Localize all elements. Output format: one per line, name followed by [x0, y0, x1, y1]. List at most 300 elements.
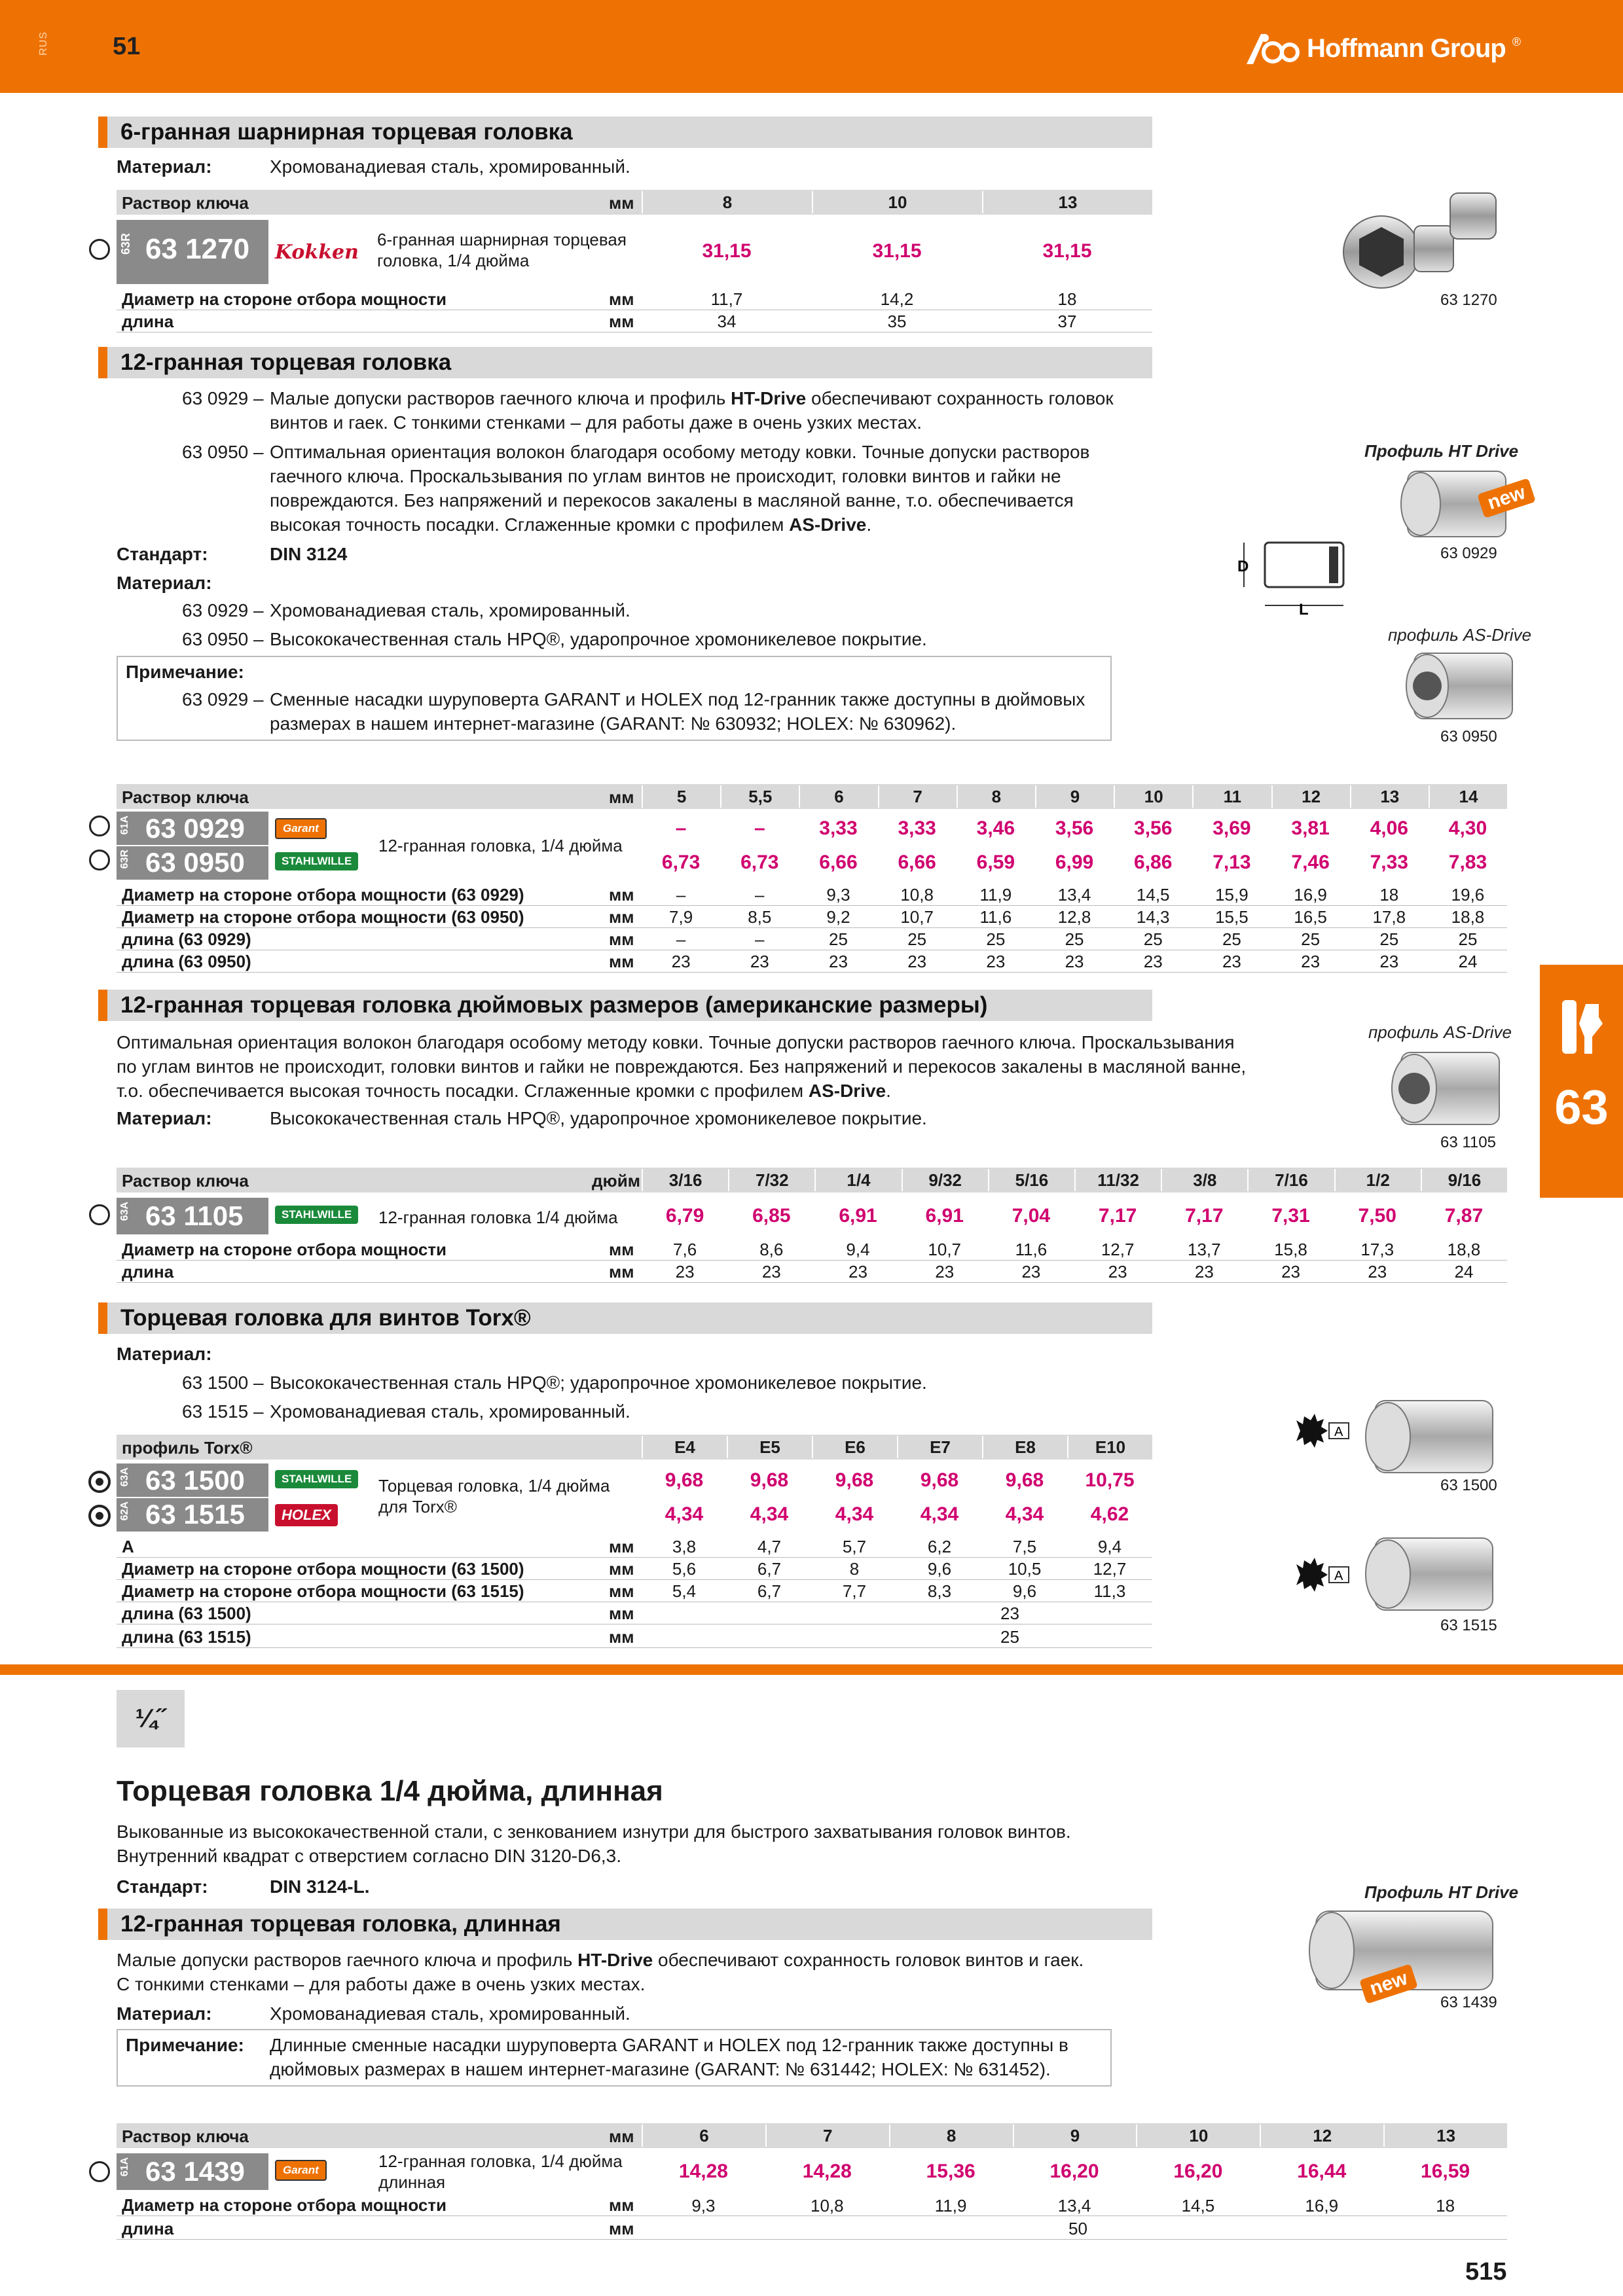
spec-value: –: [676, 929, 686, 949]
price-cell: 7,13: [1213, 852, 1251, 873]
spec-value: 23: [1065, 952, 1084, 971]
article-prefix: 63R: [119, 850, 130, 869]
material-label: Материал:: [117, 156, 212, 177]
price-cell: 31,15: [702, 240, 752, 262]
size-cell: 6: [799, 785, 877, 808]
price-cell: 6,91: [839, 1205, 877, 1227]
spec-value: 12,7: [1093, 1559, 1127, 1579]
price-cell: 9,68: [750, 1469, 789, 1491]
article-number: 63 0950: [145, 847, 245, 878]
price-cell: 6,66: [898, 852, 936, 873]
size-cell: E6: [812, 1436, 897, 1458]
price-row: [642, 848, 1507, 877]
spec-value: 15,5: [1215, 907, 1249, 927]
size-label: профиль Torx®: [122, 1438, 253, 1458]
spec-value: 23: [986, 952, 1006, 971]
price-row: [642, 1202, 1507, 1230]
spec-value: 25: [986, 929, 1006, 949]
size-cell: 9/32: [902, 1169, 988, 1191]
spec-row: [117, 1580, 1152, 1602]
spec-unit: мм: [609, 2195, 634, 2215]
spec-value: 14,3: [1136, 907, 1170, 927]
spec-value: 11,9: [979, 885, 1012, 905]
size-cell: E7: [897, 1436, 982, 1458]
spec-unit: мм: [609, 1559, 634, 1579]
spec-value: 18,8: [1447, 1240, 1481, 1259]
price-cell: 6,99: [1055, 852, 1094, 873]
spec-label: Диаметр на стороне отбора мощности: [122, 1240, 447, 1259]
material-text: Высококачественная сталь HPQ®, ударопрочное хромоникелевое покрытие.: [270, 629, 927, 649]
size-cell: 12: [1260, 2125, 1383, 2147]
price-cell: 16,20: [1173, 2161, 1223, 2182]
spec-value: 8: [849, 1559, 860, 1579]
size-cell: 8: [642, 191, 812, 213]
spec-value: 23: [1021, 1262, 1041, 1282]
spec-unit: мм: [609, 929, 634, 949]
price-cell: 7,33: [1370, 852, 1408, 873]
spec-rows: [117, 1535, 1152, 1602]
size-cell: 5,5: [720, 785, 799, 808]
page-heading: Торцевая головка 1/4 дюйма, длинная: [117, 1775, 663, 1807]
price-cell: 14,28: [678, 2161, 728, 2182]
socket-inch-icon: [1381, 1046, 1512, 1131]
article-number: 63 1270: [145, 233, 250, 265]
spec-value: 8,3: [927, 1581, 952, 1601]
size-cell: E10: [1067, 1436, 1152, 1458]
material-code: 63 1515 –: [182, 1401, 264, 1422]
spec-value: 23: [671, 952, 691, 971]
spec-value: 6,7: [757, 1559, 782, 1579]
image-caption: 63 1515: [1440, 1617, 1497, 1634]
spec-value: 17,3: [1360, 1240, 1395, 1259]
new-badge: new: [1477, 478, 1536, 518]
price-cell: 16,44: [1297, 2161, 1347, 2182]
size-cell: 5: [642, 785, 720, 808]
price-cell: 6,79: [665, 1205, 704, 1227]
spec-value: 5,7: [842, 1537, 867, 1556]
spec-rows: [117, 884, 1507, 973]
spec-value: 13,4: [1057, 885, 1091, 905]
size-cell: 13: [982, 191, 1152, 213]
size-header-row: [642, 191, 1152, 213]
material-label: Материал:: [117, 1344, 212, 1364]
universal-socket-icon: [1336, 180, 1506, 291]
brand-reg-mark: ®: [1512, 35, 1521, 48]
brand-logo-kokken: Kokken: [275, 240, 359, 264]
brand-logo-stahlwille: STAHLWILLE: [275, 1206, 358, 1224]
length-row: [117, 1626, 1152, 1648]
standard-value: DIN 3124: [270, 544, 348, 564]
size-header-row: [642, 785, 1507, 808]
dim-l-label: L: [1299, 601, 1309, 619]
brand-logo-stahlwille: STAHLWILLE: [275, 1470, 358, 1488]
price-cell: 4,34: [665, 1503, 704, 1525]
torx-socket-icon: [1283, 1394, 1506, 1479]
price-cell: 9,68: [920, 1469, 959, 1491]
spec-value: 11,6: [1015, 1240, 1048, 1259]
spec-value: 23: [750, 952, 769, 971]
spec-value: 12,8: [1057, 907, 1091, 927]
length-unit: мм: [609, 1604, 634, 1623]
size-cell: 7/32: [728, 1169, 814, 1191]
order-checkbox[interactable]: [89, 850, 110, 870]
spec-value: 14,5: [1136, 885, 1170, 905]
spec-value: 24: [1458, 952, 1478, 971]
chapter-tab-number: 63: [1554, 1080, 1609, 1134]
standard-value: DIN 3124-L.: [270, 1876, 370, 1897]
price-cell: 16,20: [1049, 2161, 1099, 2182]
spec-row: [117, 884, 1507, 906]
spec-value: 25: [1143, 929, 1163, 949]
size-unit: мм: [609, 2126, 634, 2146]
spec-label: Диаметр на стороне отбора мощности: [122, 289, 447, 309]
product-description: 12-гранная головка, 1/4 дюйма длинная: [378, 2151, 623, 2192]
price-cell: 4,34: [1005, 1503, 1044, 1525]
spec-value: 11,7: [710, 289, 743, 309]
article-prefix: 61A: [119, 816, 130, 835]
spec-value: 25: [1301, 929, 1321, 949]
spec-label: длина (63 0950): [122, 952, 251, 971]
spec-label: Диаметр на стороне отбора мощности (63 0950): [122, 907, 524, 927]
price-cell: 6,85: [752, 1205, 791, 1227]
order-checkbox[interactable]: [89, 816, 110, 836]
spec-value: 25: [907, 929, 927, 949]
brand-logo-garant: Garant: [275, 818, 327, 839]
spec-value: 15,8: [1274, 1240, 1307, 1259]
price-cell: 3,33: [819, 817, 858, 839]
spec-value: 9,2: [826, 907, 850, 927]
spec-row: [117, 950, 1507, 973]
spec-value: 7,5: [1012, 1537, 1037, 1556]
material-label: Материал:: [117, 1108, 212, 1128]
article-number: 63 0929: [145, 813, 245, 844]
section-text: Малые допуски растворов гаечного ключа и профиль HT-Drive обеспечивают сохранность головок винтов и гаек. С тонкими стенками – для работы даже в очень узких местах.: [117, 1950, 1084, 1994]
price-cell: 7,31: [1271, 1205, 1310, 1227]
spec-value: 25: [1458, 929, 1478, 949]
size-cell: 8: [957, 785, 1035, 808]
spec-unit: мм: [609, 1240, 634, 1259]
material-label: Материал:: [117, 2003, 212, 2024]
size-cell: 12: [1271, 785, 1350, 808]
image-label: профиль AS-Drive: [1368, 1022, 1512, 1042]
length-value: 25: [1000, 1627, 1019, 1647]
article-box: [117, 1198, 268, 1234]
size-cell: 11: [1192, 785, 1271, 808]
brand-name: Hoffmann Group: [1307, 33, 1506, 63]
image-caption: 63 0950: [1440, 728, 1497, 745]
price-cell: 3,56: [1055, 817, 1094, 839]
size-cell: 1/2: [1334, 1169, 1421, 1191]
size-cell: 8: [889, 2125, 1013, 2147]
section-text: Оптимальная ориентация волокон благодаря особому методу ковки. Точные допуски растворов гаечного ключа. Проскальзывания по углам винтов не происходит, головки винтов и гайки не повреждаются. Без напряжений и перекосов закалены в масляной ванне, т.о. обеспечивается высокая точность посадки. Сглаженные кромки с профилем AS-Drive.: [117, 1032, 1247, 1101]
image-label: Профиль HT Drive: [1364, 441, 1519, 461]
spec-value: 6,2: [927, 1537, 952, 1556]
price-cell: 4,62: [1090, 1503, 1129, 1525]
length-row: [117, 1602, 1152, 1624]
price-cell: 7,87: [1444, 1205, 1484, 1227]
spec-value: 3,8: [672, 1537, 697, 1556]
price-cell: 7,04: [1012, 1205, 1051, 1227]
article-box: [117, 1463, 268, 1532]
article-number: 63 1500: [145, 1465, 245, 1496]
spec-value: 37: [1057, 312, 1077, 331]
size-unit: мм: [609, 193, 634, 213]
price-cell: 6,66: [819, 852, 858, 873]
spec-value: 10,8: [900, 885, 934, 905]
spec-row: [117, 1261, 1507, 1283]
spec-value: 13,4: [1057, 2196, 1091, 2215]
length-label: длина (63 1500): [122, 1604, 251, 1623]
size-cell: 6: [642, 2125, 765, 2147]
price-cell: 9,68: [1005, 1469, 1044, 1491]
size-cell: E4: [642, 1436, 727, 1458]
spec-value: 23: [1368, 1262, 1387, 1282]
size-cell: 7/16: [1247, 1169, 1334, 1191]
dim-d-label: D: [1237, 558, 1249, 575]
spec-value: 11,6: [979, 907, 1012, 927]
length-unit: мм: [609, 1627, 634, 1647]
hoffmann-logo-icon: [1244, 30, 1300, 67]
page-number: 515: [1465, 2258, 1507, 2286]
section-title: 12-гранная торцевая головка: [98, 347, 1152, 378]
material-label: Материал:: [117, 573, 212, 593]
size-cell: 9: [1035, 785, 1114, 808]
spec-value: 10,8: [810, 2196, 844, 2215]
material-code: 63 0950 –: [182, 629, 264, 649]
heading-text: Выкованные из высококачественной стали, с зенкованием изнутри для быстрого захватывания головок винтов. Внутренний квадрат с отверстием согласно DIN 3120-D6,3.: [117, 1821, 1071, 1866]
price-cell: 6,73: [661, 852, 701, 873]
section-title: 6-гранная шарнирная торцевая головка: [98, 117, 1152, 148]
material-text: Хромованадиевая сталь, хромированный.: [270, 600, 630, 620]
spec-value: 9,4: [1097, 1537, 1122, 1556]
spec-row: [117, 288, 1152, 310]
price-row: [642, 1466, 1152, 1495]
size-label: Раствор ключа: [122, 1171, 249, 1191]
size-cell: E8: [982, 1436, 1067, 1458]
spec-rows: [117, 1238, 1507, 1283]
product-description: Торцевая головка, 1/4 дюйма для Torx®: [378, 1476, 610, 1516]
price-cell: 4,06: [1370, 817, 1408, 839]
price-row: [642, 1500, 1152, 1529]
torx-socket-icon: [1283, 1532, 1506, 1617]
size-label: Раствор ключа: [122, 2126, 249, 2146]
article-prefix: 61A: [119, 2157, 130, 2177]
spec-value: 12,7: [1101, 1240, 1135, 1259]
size-cell: 11/32: [1074, 1169, 1161, 1191]
price-cell: 6,73: [740, 852, 779, 873]
spec-value: 4,7: [757, 1537, 782, 1556]
spec-value: 9,3: [826, 885, 850, 905]
spec-value: 11,3: [1093, 1581, 1126, 1601]
length-label: длина: [122, 2219, 174, 2238]
spec-value: 23: [907, 952, 927, 971]
spec-label: Диаметр на стороне отбора мощности (63 1515): [122, 1581, 524, 1601]
para-text: Малые допуски растворов гаечного ключа и профиль HT-Drive обеспечивают сохранность головок винтов и гаек. С тонкими стенками – для работы даже в очень узких местах.: [270, 388, 1114, 433]
price-cell: 7,17: [1185, 1205, 1224, 1227]
price-cell: 4,34: [750, 1503, 789, 1525]
price-cell: 9,68: [835, 1469, 874, 1491]
spec-value: 18: [1379, 885, 1399, 905]
standard-label: Стандарт:: [117, 544, 208, 564]
spec-value: 14,5: [1181, 2196, 1215, 2215]
drive-size-box: ¼˝: [117, 1690, 185, 1748]
spec-values: [642, 2195, 1507, 2216]
image-caption: 63 1105: [1440, 1134, 1496, 1151]
spec-value: 8,6: [759, 1240, 784, 1259]
price-cell: 3,46: [976, 817, 1015, 839]
image-caption: 63 1500: [1440, 1477, 1497, 1494]
size-cell: 14: [1429, 785, 1507, 808]
spec-value: 17,8: [1372, 907, 1406, 927]
size-cell: 7: [878, 785, 957, 808]
price-cell: 15,36: [926, 2161, 976, 2182]
length-label: длина (63 1515): [122, 1627, 251, 1647]
spec-value: –: [755, 929, 765, 949]
spec-value: 25: [829, 929, 848, 949]
dim-a-label: A: [1334, 1569, 1343, 1583]
size-cell: 13: [1350, 785, 1429, 808]
image-caption: 63 1270: [1440, 291, 1497, 309]
image-label: Профиль HT Drive: [1364, 1882, 1519, 1902]
section-title: 12-гранная торцевая головка дюймовых размеров (американские размеры): [98, 990, 1152, 1021]
size-unit: мм: [609, 787, 634, 807]
size-label: Раствор ключа: [122, 193, 249, 213]
article-box: [117, 812, 268, 880]
spec-unit: мм: [609, 1537, 634, 1556]
price-cell: 3,81: [1291, 817, 1330, 839]
socket-as-drive-icon: [1395, 647, 1525, 725]
size-cell: 10: [1136, 2125, 1260, 2147]
material-code: 63 1500 –: [182, 1372, 264, 1393]
spec-value: 19,6: [1451, 885, 1485, 905]
price-cell: 10,75: [1085, 1469, 1135, 1491]
dimension-diagram: [1231, 533, 1368, 619]
size-header-row: [642, 1169, 1507, 1191]
spec-value: 16,5: [1294, 907, 1327, 927]
size-cell: 3/16: [642, 1169, 728, 1191]
spec-row: [117, 1535, 1152, 1558]
torx-checkbox-icon[interactable]: [86, 1469, 113, 1495]
size-cell: 7: [765, 2125, 889, 2147]
spec-value: –: [676, 885, 686, 905]
spec-value: 13,7: [1188, 1240, 1221, 1259]
spec-value: 25: [1222, 929, 1241, 949]
size-unit: дюйм: [592, 1171, 640, 1191]
wrench-icon: [1559, 997, 1605, 1056]
size-cell: 3/8: [1161, 1169, 1247, 1191]
note-code: 63 0929 –: [182, 689, 264, 709]
spec-value: 7,6: [673, 1240, 697, 1259]
section-divider: [0, 1664, 1623, 1675]
article-number: 63 1105: [145, 1200, 244, 1231]
price-cell: 7,17: [1098, 1205, 1137, 1227]
spec-label: длина: [122, 1262, 174, 1282]
length-value: 50: [1068, 2219, 1087, 2238]
order-checkbox[interactable]: [89, 239, 110, 260]
spec-value: 14,2: [880, 289, 914, 309]
size-cell: 5/16: [988, 1169, 1074, 1191]
article-prefix: 63A: [119, 1202, 130, 1221]
spec-unit: мм: [609, 885, 634, 905]
brand-logo-garant: Garant: [275, 2160, 327, 2181]
spec-label: A: [122, 1537, 134, 1556]
spec-unit: мм: [609, 907, 634, 927]
spec-label: длина: [122, 312, 174, 331]
length-value: 23: [1000, 1604, 1019, 1623]
dim-a-label: A: [1334, 1425, 1343, 1439]
spec-value: 23: [829, 952, 848, 971]
brand-logo-holex: HOLEX: [275, 1504, 338, 1526]
spec-value: 18: [1057, 289, 1077, 309]
size-header-row: [642, 1436, 1152, 1458]
price-cell: 3,33: [898, 817, 936, 839]
spec-label: Диаметр на стороне отбора мощности (63 0929): [122, 885, 524, 905]
size-cell: 9: [1013, 2125, 1137, 2147]
length-unit: мм: [609, 2219, 634, 2238]
spec-value: 23: [1194, 1262, 1214, 1282]
article-prefix: 63R: [119, 233, 132, 255]
standard-label: Стандарт:: [117, 1876, 208, 1897]
article-box: [117, 220, 268, 284]
length-row: [117, 2217, 1507, 2240]
torx-checkbox-icon[interactable]: [86, 1503, 113, 1529]
price-cell: 4,30: [1448, 817, 1487, 839]
spec-value: 23: [1281, 1262, 1300, 1282]
spec-rows: [117, 288, 1152, 332]
product-description: 12-гранная головка 1/4 дюйма: [378, 1208, 618, 1227]
order-checkbox[interactable]: [89, 2161, 110, 2182]
spec-value: 7,7: [842, 1581, 867, 1601]
spec-value: –: [755, 885, 765, 905]
spec-unit: мм: [609, 1581, 634, 1601]
spec-value: 23: [761, 1262, 781, 1282]
article-prefix: 63A: [119, 1467, 130, 1487]
price-cell: 3,69: [1213, 817, 1251, 839]
spec-value: 5,6: [672, 1559, 697, 1579]
price-row: [642, 238, 1152, 264]
price-cell: 3,56: [1134, 817, 1173, 839]
price-cell: 4,34: [920, 1503, 959, 1525]
spec-value: 10,7: [900, 907, 934, 927]
spec-row: [117, 906, 1507, 928]
spec-value: 9,6: [927, 1559, 952, 1579]
spec-unit: мм: [609, 312, 634, 331]
spec-value: 18: [1436, 2196, 1455, 2215]
spec-value: 23: [1222, 952, 1241, 971]
spec-value: 9,3: [691, 2196, 716, 2215]
spec-value: 16,9: [1305, 2196, 1339, 2215]
spec-value: 23: [1379, 952, 1399, 971]
material-text: Хромованадиевая сталь, хромированный.: [270, 2003, 630, 2024]
language-code: RUS: [38, 31, 49, 56]
price-cell: 6,91: [925, 1205, 964, 1227]
size-header-row: [642, 2125, 1507, 2147]
price-cell: 7,83: [1448, 852, 1487, 873]
price-cell: 6,86: [1134, 852, 1173, 873]
spec-value: 25: [1065, 929, 1084, 949]
spec-value: 9,6: [1012, 1581, 1037, 1601]
size-cell: 10: [812, 191, 982, 213]
price-cell: 31,15: [872, 240, 922, 262]
chapter-tab[interactable]: [1540, 965, 1623, 1198]
price-cell: 6,59: [976, 852, 1015, 873]
spec-value: 23: [848, 1262, 867, 1282]
spec-label: Диаметр на стороне отбора мощности (63 1500): [122, 1559, 524, 1579]
note-label: Примечание:: [126, 662, 244, 682]
price-row: [642, 814, 1507, 843]
order-checkbox[interactable]: [89, 1204, 110, 1225]
price-cell: 9,68: [665, 1469, 704, 1491]
